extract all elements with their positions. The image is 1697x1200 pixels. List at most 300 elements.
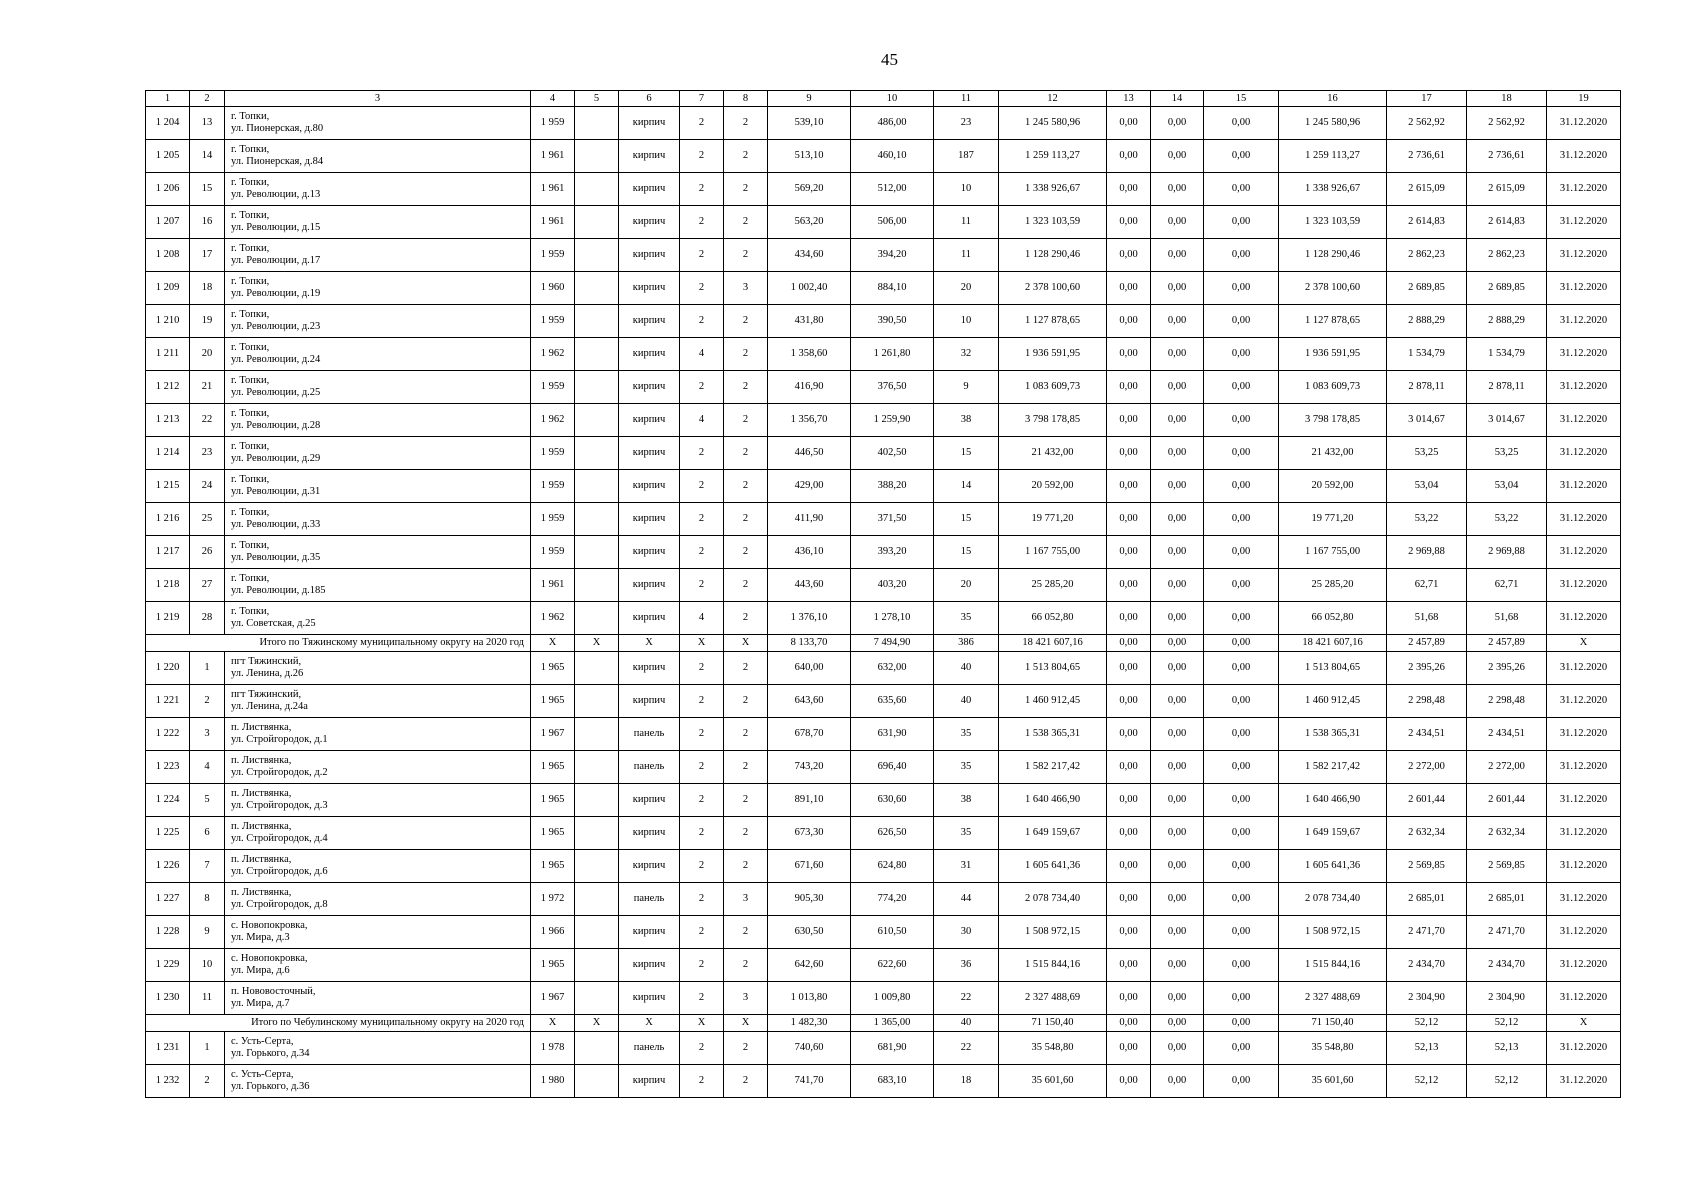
row-number-cell: 1 232: [146, 1065, 190, 1098]
data-cell-c4: 1 962: [531, 404, 575, 437]
data-cell-c6: кирпич: [619, 173, 680, 206]
address-cell: [225, 883, 531, 916]
data-cell-c17: 2 878,11: [1387, 371, 1467, 404]
address-cell: [225, 272, 531, 305]
data-cell-c9: 539,10: [768, 107, 851, 140]
data-cell-c4: 1 959: [531, 437, 575, 470]
data-cell-c7: 2: [680, 982, 724, 1015]
data-cell-c8: 3: [724, 982, 768, 1015]
data-cell-c10: 1 261,80: [851, 338, 934, 371]
column-number-header: 9: [768, 91, 851, 107]
data-cell-c12: 1 640 466,90: [999, 784, 1107, 817]
data-cell-c7: 2: [680, 371, 724, 404]
address-cell: [225, 602, 531, 635]
data-cell-c13: 0,00: [1107, 602, 1151, 635]
data-cell-c14: 0,00: [1151, 470, 1204, 503]
data-cell-c14: 0,00: [1151, 206, 1204, 239]
data-cell-c6: кирпич: [619, 784, 680, 817]
data-cell-c14: 0,00: [1151, 503, 1204, 536]
data-cell-c12: 1 338 926,67: [999, 173, 1107, 206]
data-cell-c10: 610,50: [851, 916, 934, 949]
data-cell-c9: 411,90: [768, 503, 851, 536]
data-cell-c5: [575, 470, 619, 503]
data-cell-c4: 1 965: [531, 652, 575, 685]
data-cell-c8: 2: [724, 206, 768, 239]
column-number-header: 5: [575, 91, 619, 107]
address-street: ул. Ленина, д.24а: [231, 701, 308, 712]
data-cell-c19: 31.12.2020: [1547, 916, 1621, 949]
data-cell-c10: 683,10: [851, 1065, 934, 1098]
data-cell-c15: 0,00: [1204, 982, 1279, 1015]
row-number-cell: 1 225: [146, 817, 190, 850]
address-street: ул. Революции, д.13: [231, 189, 321, 200]
sub-number-cell: 14: [190, 140, 225, 173]
data-cell-c5: [575, 916, 619, 949]
data-cell-c18: 53,04: [1467, 470, 1547, 503]
data-cell-c12: 1 245 580,96: [999, 107, 1107, 140]
table-row: [146, 107, 1621, 140]
data-cell-c16: 1 083 609,73: [1279, 371, 1387, 404]
address-cell: [225, 652, 531, 685]
data-cell-c4: 1 961: [531, 140, 575, 173]
data-cell-c13: 0,00: [1107, 140, 1151, 173]
data-cell-c17: 2 272,00: [1387, 751, 1467, 784]
data-cell-c19: 31.12.2020: [1547, 718, 1621, 751]
data-cell-c13: 0,00: [1107, 437, 1151, 470]
data-cell-c13: 0,00: [1107, 1032, 1151, 1065]
total-cell-c18: 52,12: [1467, 1015, 1547, 1032]
sub-number-cell: 9: [190, 916, 225, 949]
table-row: [146, 470, 1621, 503]
address-street: ул. Революции, д.35: [231, 552, 321, 563]
address-locality: с. Новопокровка,: [231, 953, 308, 964]
data-cell-c6: кирпич: [619, 503, 680, 536]
row-number-cell: 1 208: [146, 239, 190, 272]
data-cell-c9: 436,10: [768, 536, 851, 569]
data-cell-c9: 434,60: [768, 239, 851, 272]
data-cell-c11: 11: [934, 239, 999, 272]
data-cell-c15: 0,00: [1204, 206, 1279, 239]
data-cell-c17: 2 601,44: [1387, 784, 1467, 817]
column-number-header: 19: [1547, 91, 1621, 107]
column-number-header: 15: [1204, 91, 1279, 107]
data-cell-c12: 2 327 488,69: [999, 982, 1107, 1015]
data-cell-c4: 1 959: [531, 107, 575, 140]
data-cell-c9: 513,10: [768, 140, 851, 173]
data-cell-c7: 2: [680, 206, 724, 239]
sub-number-cell: 24: [190, 470, 225, 503]
data-cell-c6: кирпич: [619, 982, 680, 1015]
data-cell-c19: 31.12.2020: [1547, 1032, 1621, 1065]
data-cell-c13: 0,00: [1107, 982, 1151, 1015]
data-cell-c7: 4: [680, 338, 724, 371]
table-row: [146, 503, 1621, 536]
data-cell-c16: 1 167 755,00: [1279, 536, 1387, 569]
data-cell-c11: 35: [934, 602, 999, 635]
address-street: ул. Революции, д.24: [231, 354, 321, 365]
data-cell-c9: 431,80: [768, 305, 851, 338]
total-cell-c4: X: [531, 635, 575, 652]
total-cell-c16: 18 421 607,16: [1279, 635, 1387, 652]
data-cell-c17: 52,13: [1387, 1032, 1467, 1065]
data-cell-c5: [575, 949, 619, 982]
table-row: [146, 536, 1621, 569]
data-cell-c10: 388,20: [851, 470, 934, 503]
column-number-row: [146, 91, 1621, 107]
data-cell-c6: кирпич: [619, 107, 680, 140]
data-cell-c17: 2 632,34: [1387, 817, 1467, 850]
total-cell-c9: 8 133,70: [768, 635, 851, 652]
data-cell-c12: 35 601,60: [999, 1065, 1107, 1098]
data-cell-c7: 2: [680, 272, 724, 305]
data-cell-c13: 0,00: [1107, 652, 1151, 685]
data-cell-c8: 2: [724, 652, 768, 685]
data-cell-c5: [575, 239, 619, 272]
data-cell-c19: 31.12.2020: [1547, 173, 1621, 206]
data-cell-c16: 1 508 972,15: [1279, 916, 1387, 949]
table-row: [146, 916, 1621, 949]
data-cell-c15: 0,00: [1204, 817, 1279, 850]
data-cell-c5: [575, 140, 619, 173]
data-cell-c14: 0,00: [1151, 239, 1204, 272]
data-cell-c7: 2: [680, 751, 724, 784]
total-cell-c6: X: [619, 635, 680, 652]
address-locality: п. Листвянка,: [231, 788, 292, 799]
address-locality: г. Топки,: [231, 606, 270, 617]
data-cell-c13: 0,00: [1107, 850, 1151, 883]
data-cell-c4: 1 978: [531, 1032, 575, 1065]
data-cell-c4: 1 959: [531, 371, 575, 404]
data-cell-c10: 624,80: [851, 850, 934, 883]
data-cell-c19: 31.12.2020: [1547, 503, 1621, 536]
data-cell-c8: 2: [724, 140, 768, 173]
data-cell-c6: кирпич: [619, 1065, 680, 1098]
column-number-header: 13: [1107, 91, 1151, 107]
row-number-cell: 1 215: [146, 470, 190, 503]
data-cell-c8: 2: [724, 536, 768, 569]
total-row: [146, 1015, 1621, 1032]
data-cell-c19: 31.12.2020: [1547, 652, 1621, 685]
data-cell-c9: 563,20: [768, 206, 851, 239]
data-cell-c11: 35: [934, 718, 999, 751]
address-cell: [225, 916, 531, 949]
data-cell-c18: 2 395,26: [1467, 652, 1547, 685]
data-cell-c9: 905,30: [768, 883, 851, 916]
address-cell: [225, 305, 531, 338]
data-cell-c5: [575, 718, 619, 751]
row-number-cell: 1 209: [146, 272, 190, 305]
data-cell-c5: [575, 503, 619, 536]
data-cell-c15: 0,00: [1204, 239, 1279, 272]
data-cell-c17: 2 862,23: [1387, 239, 1467, 272]
data-cell-c16: 20 592,00: [1279, 470, 1387, 503]
data-cell-c13: 0,00: [1107, 206, 1151, 239]
data-cell-c15: 0,00: [1204, 503, 1279, 536]
data-cell-c15: 0,00: [1204, 272, 1279, 305]
address-street: ул. Стройгородок, д.2: [231, 767, 328, 778]
address-street: ул. Революции, д.23: [231, 321, 321, 332]
data-cell-c13: 0,00: [1107, 916, 1151, 949]
data-cell-c14: 0,00: [1151, 536, 1204, 569]
data-cell-c8: 2: [724, 503, 768, 536]
data-cell-c16: 1 323 103,59: [1279, 206, 1387, 239]
data-cell-c5: [575, 404, 619, 437]
data-cell-c7: 2: [680, 1032, 724, 1065]
data-cell-c9: 1 376,10: [768, 602, 851, 635]
total-cell-c7: X: [680, 635, 724, 652]
address-locality: п. Листвянка,: [231, 755, 292, 766]
address-street: ул. Революции, д.25: [231, 387, 321, 398]
sub-number-cell: 17: [190, 239, 225, 272]
data-cell-c15: 0,00: [1204, 1032, 1279, 1065]
total-label: Итого по Чебулинскому муниципальному округу на 2020 год: [146, 1015, 531, 1032]
row-number-cell: 1 210: [146, 305, 190, 338]
data-cell-c12: 1 323 103,59: [999, 206, 1107, 239]
data-cell-c15: 0,00: [1204, 569, 1279, 602]
column-number-header: 14: [1151, 91, 1204, 107]
data-cell-c13: 0,00: [1107, 239, 1151, 272]
data-cell-c9: 429,00: [768, 470, 851, 503]
data-cell-c14: 0,00: [1151, 107, 1204, 140]
data-cell-c14: 0,00: [1151, 883, 1204, 916]
row-number-cell: 1 212: [146, 371, 190, 404]
table-row: [146, 305, 1621, 338]
address-locality: г. Топки,: [231, 441, 270, 452]
data-cell-c8: 2: [724, 751, 768, 784]
data-cell-c6: кирпич: [619, 272, 680, 305]
data-cell-c6: кирпич: [619, 850, 680, 883]
address-locality: п. Нововосточный,: [231, 986, 316, 997]
data-cell-c12: 2 078 734,40: [999, 883, 1107, 916]
data-cell-c15: 0,00: [1204, 850, 1279, 883]
data-cell-c14: 0,00: [1151, 652, 1204, 685]
data-cell-c9: 643,60: [768, 685, 851, 718]
column-number-header: 11: [934, 91, 999, 107]
data-cell-c10: 1 009,80: [851, 982, 934, 1015]
row-number-cell: 1 218: [146, 569, 190, 602]
data-cell-c12: 35 548,80: [999, 1032, 1107, 1065]
data-cell-c7: 2: [680, 470, 724, 503]
total-cell-c12: 18 421 607,16: [999, 635, 1107, 652]
data-cell-c15: 0,00: [1204, 404, 1279, 437]
data-cell-c7: 2: [680, 850, 724, 883]
data-cell-c13: 0,00: [1107, 685, 1151, 718]
data-cell-c13: 0,00: [1107, 470, 1151, 503]
total-cell-c11: 386: [934, 635, 999, 652]
sub-number-cell: 11: [190, 982, 225, 1015]
data-cell-c17: 2 569,85: [1387, 850, 1467, 883]
data-cell-c15: 0,00: [1204, 536, 1279, 569]
data-cell-c11: 9: [934, 371, 999, 404]
data-cell-c6: кирпич: [619, 437, 680, 470]
data-cell-c15: 0,00: [1204, 1065, 1279, 1098]
table-row: [146, 817, 1621, 850]
data-cell-c11: 15: [934, 503, 999, 536]
data-cell-c19: 31.12.2020: [1547, 602, 1621, 635]
data-cell-c15: 0,00: [1204, 949, 1279, 982]
total-cell-c19: X: [1547, 1015, 1621, 1032]
data-cell-c18: 52,12: [1467, 1065, 1547, 1098]
data-cell-c12: 66 052,80: [999, 602, 1107, 635]
data-cell-c14: 0,00: [1151, 949, 1204, 982]
sub-number-cell: 25: [190, 503, 225, 536]
data-cell-c17: 51,68: [1387, 602, 1467, 635]
total-cell-c12: 71 150,40: [999, 1015, 1107, 1032]
data-cell-c10: 630,60: [851, 784, 934, 817]
address-street: ул. Революции, д.15: [231, 222, 321, 233]
data-cell-c16: 2 378 100,60: [1279, 272, 1387, 305]
data-cell-c4: 1 965: [531, 751, 575, 784]
data-cell-c8: 2: [724, 371, 768, 404]
data-cell-c10: 1 259,90: [851, 404, 934, 437]
data-cell-c4: 1 965: [531, 949, 575, 982]
address-cell: [225, 817, 531, 850]
address-street: ул. Революции, д.185: [231, 585, 326, 596]
data-cell-c5: [575, 784, 619, 817]
data-cell-c9: 1 013,80: [768, 982, 851, 1015]
data-cell-c15: 0,00: [1204, 173, 1279, 206]
data-cell-c16: 1 605 641,36: [1279, 850, 1387, 883]
total-cell-c19: X: [1547, 635, 1621, 652]
sub-number-cell: 16: [190, 206, 225, 239]
data-cell-c4: 1 965: [531, 850, 575, 883]
data-cell-c13: 0,00: [1107, 272, 1151, 305]
data-cell-c15: 0,00: [1204, 602, 1279, 635]
row-number-cell: 1 221: [146, 685, 190, 718]
data-cell-c9: 740,60: [768, 1032, 851, 1065]
data-cell-c10: 635,60: [851, 685, 934, 718]
table-row: [146, 140, 1621, 173]
data-cell-c11: 187: [934, 140, 999, 173]
data-cell-c16: 1 128 290,46: [1279, 239, 1387, 272]
data-cell-c10: 376,50: [851, 371, 934, 404]
sub-number-cell: 26: [190, 536, 225, 569]
data-cell-c17: 1 534,79: [1387, 338, 1467, 371]
data-cell-c11: 10: [934, 173, 999, 206]
page-number: 45: [881, 50, 898, 69]
data-cell-c16: 35 601,60: [1279, 1065, 1387, 1098]
sub-number-cell: 6: [190, 817, 225, 850]
data-cell-c17: 2 395,26: [1387, 652, 1467, 685]
total-cell-c15: 0,00: [1204, 1015, 1279, 1032]
data-cell-c10: 681,90: [851, 1032, 934, 1065]
data-cell-c19: 31.12.2020: [1547, 817, 1621, 850]
data-cell-c10: 626,50: [851, 817, 934, 850]
data-cell-c14: 0,00: [1151, 916, 1204, 949]
data-cell-c6: панель: [619, 718, 680, 751]
data-cell-c14: 0,00: [1151, 371, 1204, 404]
data-cell-c7: 2: [680, 916, 724, 949]
data-cell-c6: кирпич: [619, 239, 680, 272]
table-row: [146, 685, 1621, 718]
data-cell-c15: 0,00: [1204, 916, 1279, 949]
data-cell-c19: 31.12.2020: [1547, 338, 1621, 371]
address-cell: [225, 569, 531, 602]
data-cell-c13: 0,00: [1107, 784, 1151, 817]
data-cell-c17: 2 304,90: [1387, 982, 1467, 1015]
address-locality: г. Топки,: [231, 177, 270, 188]
address-cell: [225, 503, 531, 536]
data-cell-c16: 25 285,20: [1279, 569, 1387, 602]
data-cell-c12: 1 936 591,95: [999, 338, 1107, 371]
table-row: [146, 173, 1621, 206]
data-cell-c10: 393,20: [851, 536, 934, 569]
data-cell-c4: 1 962: [531, 338, 575, 371]
data-cell-c5: [575, 437, 619, 470]
data-cell-c14: 0,00: [1151, 140, 1204, 173]
data-cell-c4: 1 966: [531, 916, 575, 949]
table-row: [146, 338, 1621, 371]
data-cell-c16: 1 538 365,31: [1279, 718, 1387, 751]
data-cell-c16: 1 936 591,95: [1279, 338, 1387, 371]
data-cell-c16: 3 798 178,85: [1279, 404, 1387, 437]
data-cell-c18: 2 888,29: [1467, 305, 1547, 338]
column-number-header: 16: [1279, 91, 1387, 107]
address-locality: г. Топки,: [231, 573, 270, 584]
data-cell-c17: 2 434,70: [1387, 949, 1467, 982]
data-cell-c19: 31.12.2020: [1547, 883, 1621, 916]
data-cell-c6: кирпич: [619, 569, 680, 602]
row-number-cell: 1 222: [146, 718, 190, 751]
address-locality: с. Новопокровка,: [231, 920, 308, 931]
data-cell-c19: 31.12.2020: [1547, 784, 1621, 817]
data-cell-c8: 2: [724, 437, 768, 470]
data-cell-c5: [575, 850, 619, 883]
data-cell-c18: 2 689,85: [1467, 272, 1547, 305]
data-cell-c18: 2 862,23: [1467, 239, 1547, 272]
data-cell-c16: 1 245 580,96: [1279, 107, 1387, 140]
data-cell-c18: 2 272,00: [1467, 751, 1547, 784]
data-cell-c17: 2 615,09: [1387, 173, 1467, 206]
data-cell-c5: [575, 569, 619, 602]
data-cell-c19: 31.12.2020: [1547, 107, 1621, 140]
data-cell-c18: 2 434,70: [1467, 949, 1547, 982]
data-cell-c9: 678,70: [768, 718, 851, 751]
data-cell-c8: 2: [724, 602, 768, 635]
data-cell-c17: 2 685,01: [1387, 883, 1467, 916]
table-row: [146, 437, 1621, 470]
data-cell-c7: 2: [680, 652, 724, 685]
data-cell-c15: 0,00: [1204, 718, 1279, 751]
total-cell-c13: 0,00: [1107, 1015, 1151, 1032]
data-cell-c12: 1 460 912,45: [999, 685, 1107, 718]
data-cell-c12: 1 508 972,15: [999, 916, 1107, 949]
data-cell-c10: 506,00: [851, 206, 934, 239]
data-cell-c8: 2: [724, 338, 768, 371]
address-cell: [225, 470, 531, 503]
data-cell-c16: 19 771,20: [1279, 503, 1387, 536]
table-row: [146, 784, 1621, 817]
row-number-cell: 1 217: [146, 536, 190, 569]
data-cell-c12: 1 259 113,27: [999, 140, 1107, 173]
data-cell-c8: 2: [724, 173, 768, 206]
data-cell-c6: кирпич: [619, 371, 680, 404]
data-cell-c4: 1 972: [531, 883, 575, 916]
address-cell: [225, 437, 531, 470]
data-cell-c5: [575, 751, 619, 784]
data-cell-c6: кирпич: [619, 305, 680, 338]
data-cell-c13: 0,00: [1107, 718, 1151, 751]
row-number-cell: 1 207: [146, 206, 190, 239]
data-cell-c12: 1 582 217,42: [999, 751, 1107, 784]
address-street: ул. Революции, д.31: [231, 486, 321, 497]
data-cell-c18: 2 969,88: [1467, 536, 1547, 569]
total-cell-c14: 0,00: [1151, 635, 1204, 652]
data-cell-c4: 1 959: [531, 239, 575, 272]
data-cell-c5: [575, 272, 619, 305]
data-cell-c17: 53,25: [1387, 437, 1467, 470]
data-cell-c13: 0,00: [1107, 404, 1151, 437]
